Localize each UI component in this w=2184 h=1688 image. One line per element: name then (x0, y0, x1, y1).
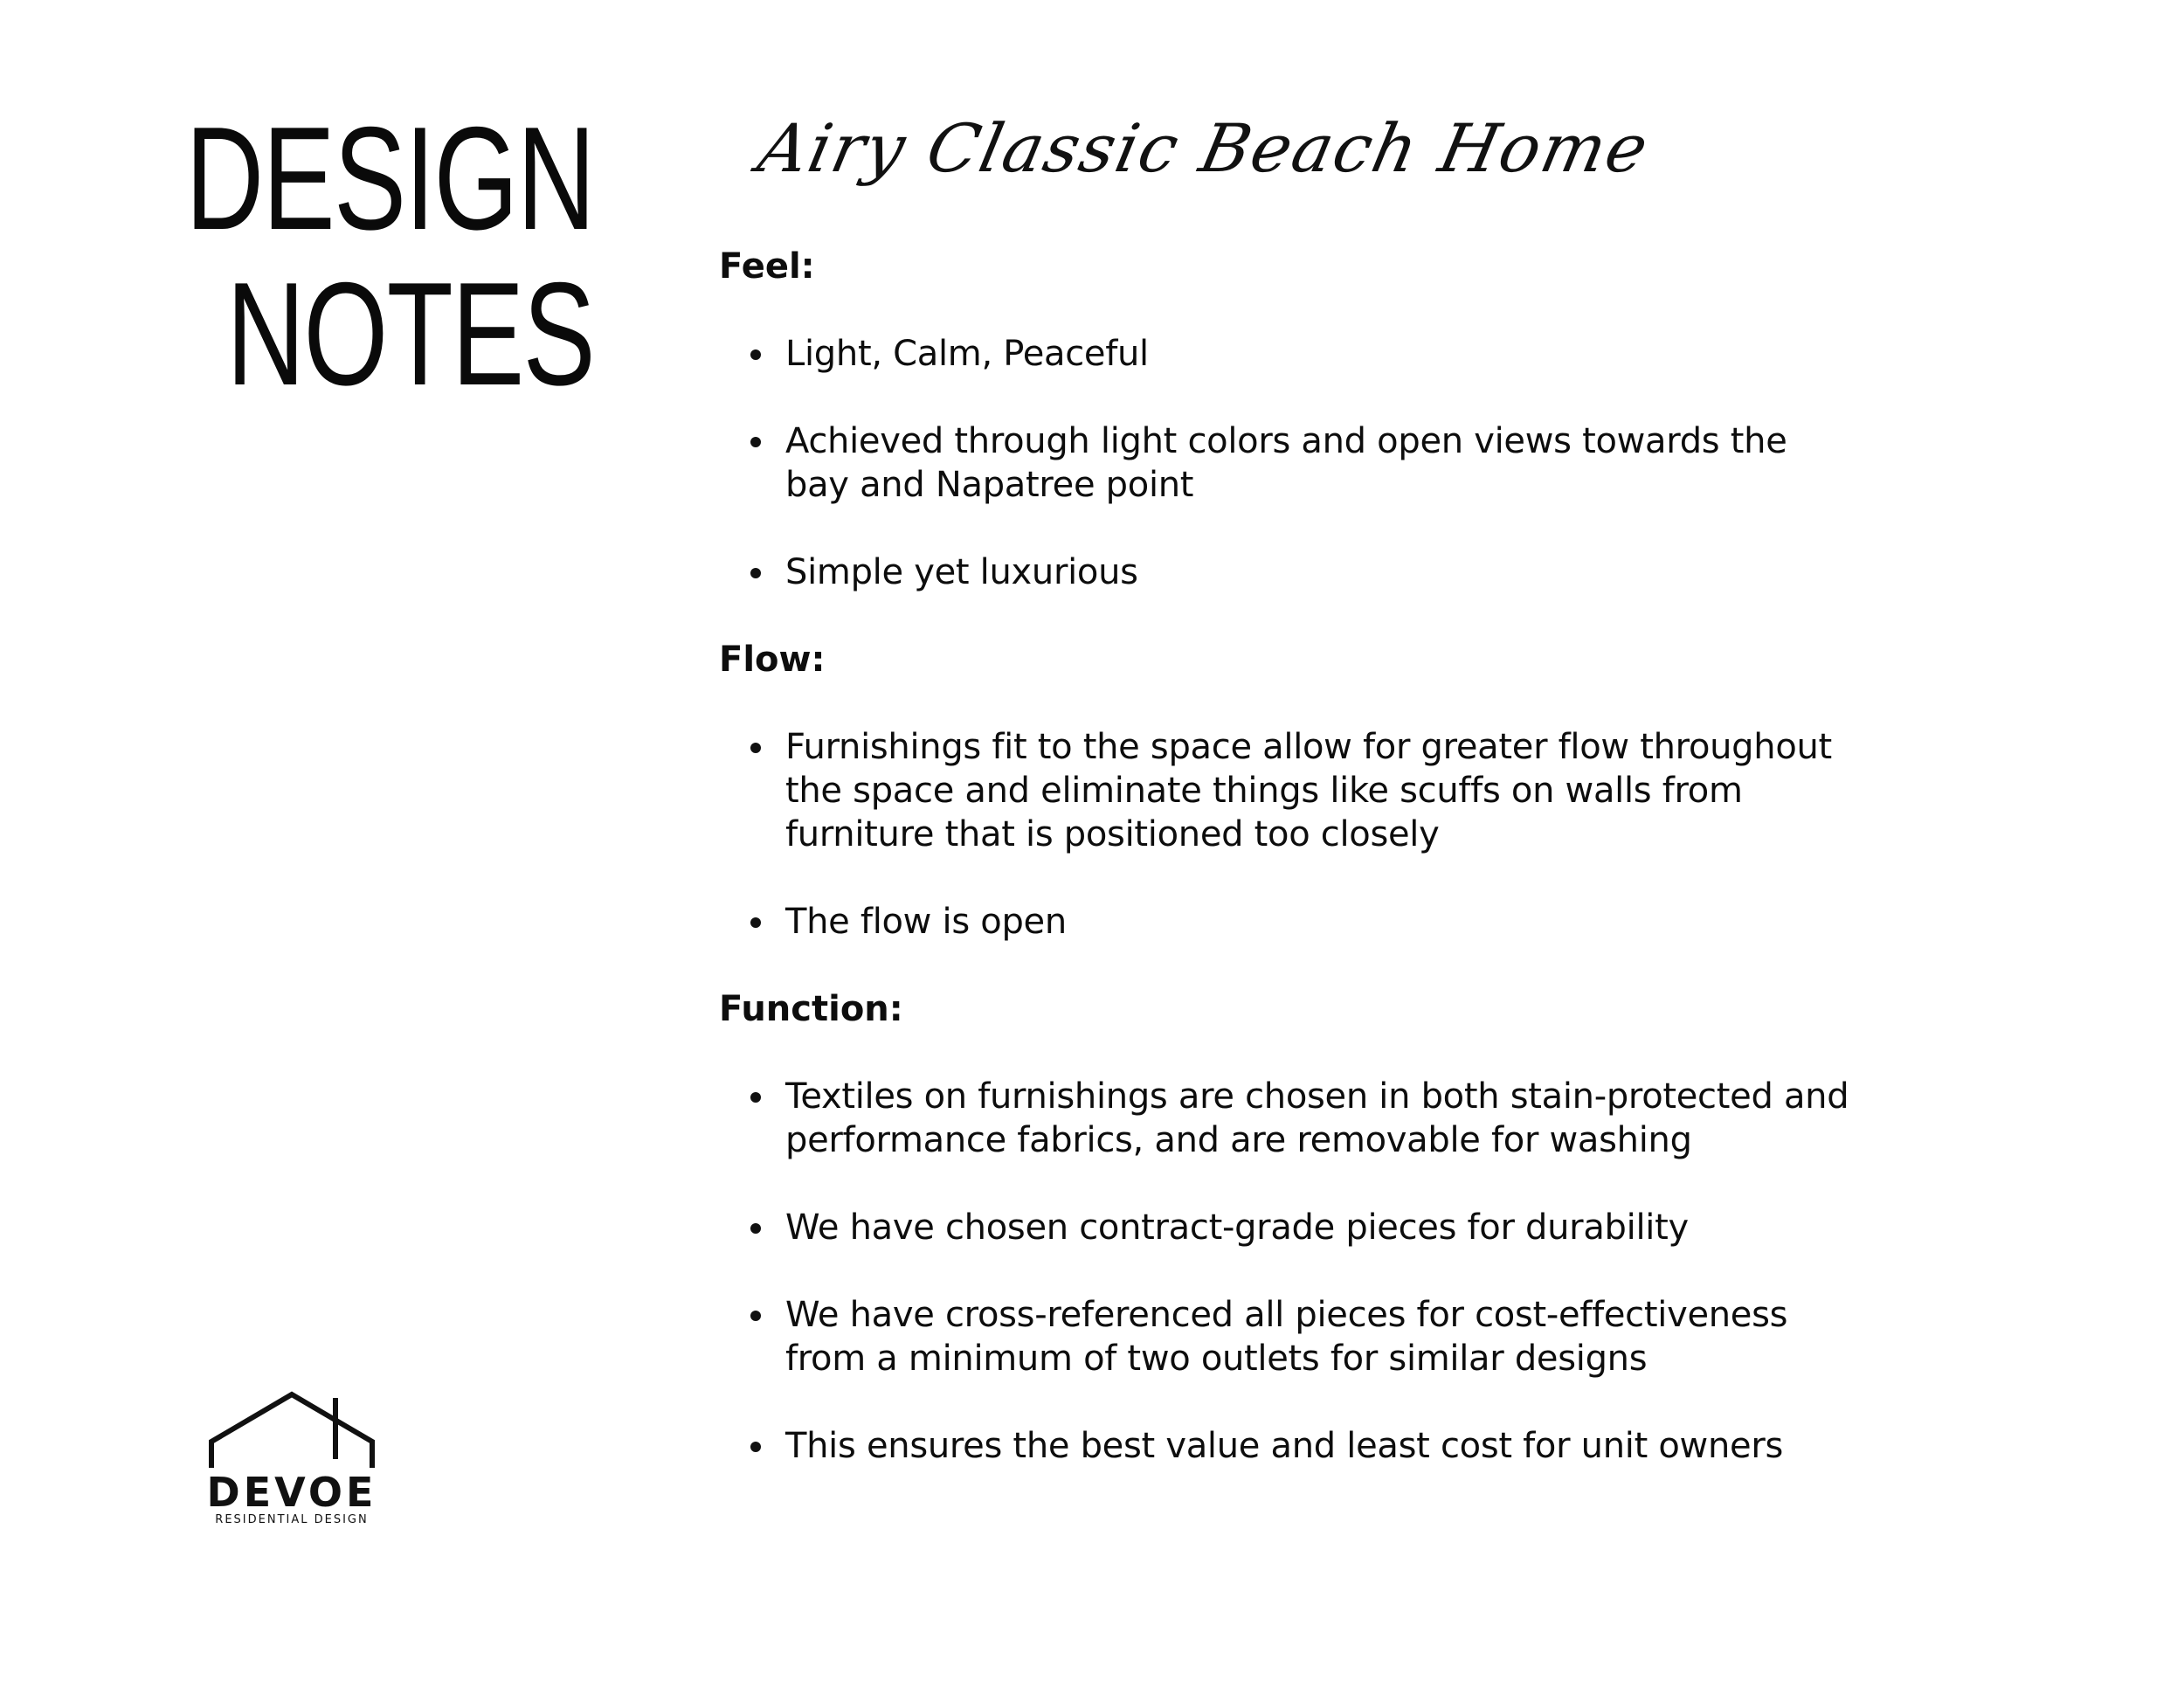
bullet-list-feel (719, 332, 1872, 594)
script-subtitle: Airy Classic Beach Home (751, 109, 1656, 187)
logo-name: DEVOE (206, 1469, 377, 1516)
bullet-list-function (719, 1075, 1872, 1468)
list-item: We have cross-referenced all pieces for cost-effectiveness from a minimum of two outlets for similar designs (719, 1293, 1872, 1380)
list-item: The flow is open (719, 900, 1872, 944)
list-item: Light, Calm, Peaceful (719, 332, 1872, 376)
list-item: Furnishings fit to the space allow for greater flow throughout the space and eliminate things like scuffs on walls from furniture that is positioned too closely (719, 725, 1872, 856)
house-outline-icon (204, 1391, 379, 1470)
list-item: Achieved through light colors and open views towards the bay and Napatree point (719, 419, 1872, 507)
list-item: This ensures the best value and least cost for unit owners (719, 1424, 1872, 1468)
logo-tagline: RESIDENTIAL DESIGN (215, 1513, 369, 1526)
section-feel (719, 245, 1872, 638)
page-title-line-2: NOTES (226, 252, 594, 416)
design-notes-body (719, 245, 1872, 1468)
page-title (185, 96, 594, 416)
list-item: Simple yet luxurious (719, 550, 1872, 594)
page-title-line-1: DESIGN (185, 96, 594, 260)
list-item: Textiles on furnishings are chosen in both stain-protected and performance fabrics, and are removable for washing (719, 1075, 1872, 1162)
bullet-list-flow (719, 725, 1872, 944)
list-item: We have chosen contract-grade pieces for durability (719, 1206, 1872, 1249)
section-function (719, 987, 1872, 1468)
section-heading-feel: Feel: (719, 246, 815, 287)
devoe-logo (204, 1391, 379, 1527)
section-heading-flow: Flow: (719, 640, 826, 680)
section-heading-function: Function: (719, 989, 903, 1029)
section-flow (719, 638, 1872, 987)
